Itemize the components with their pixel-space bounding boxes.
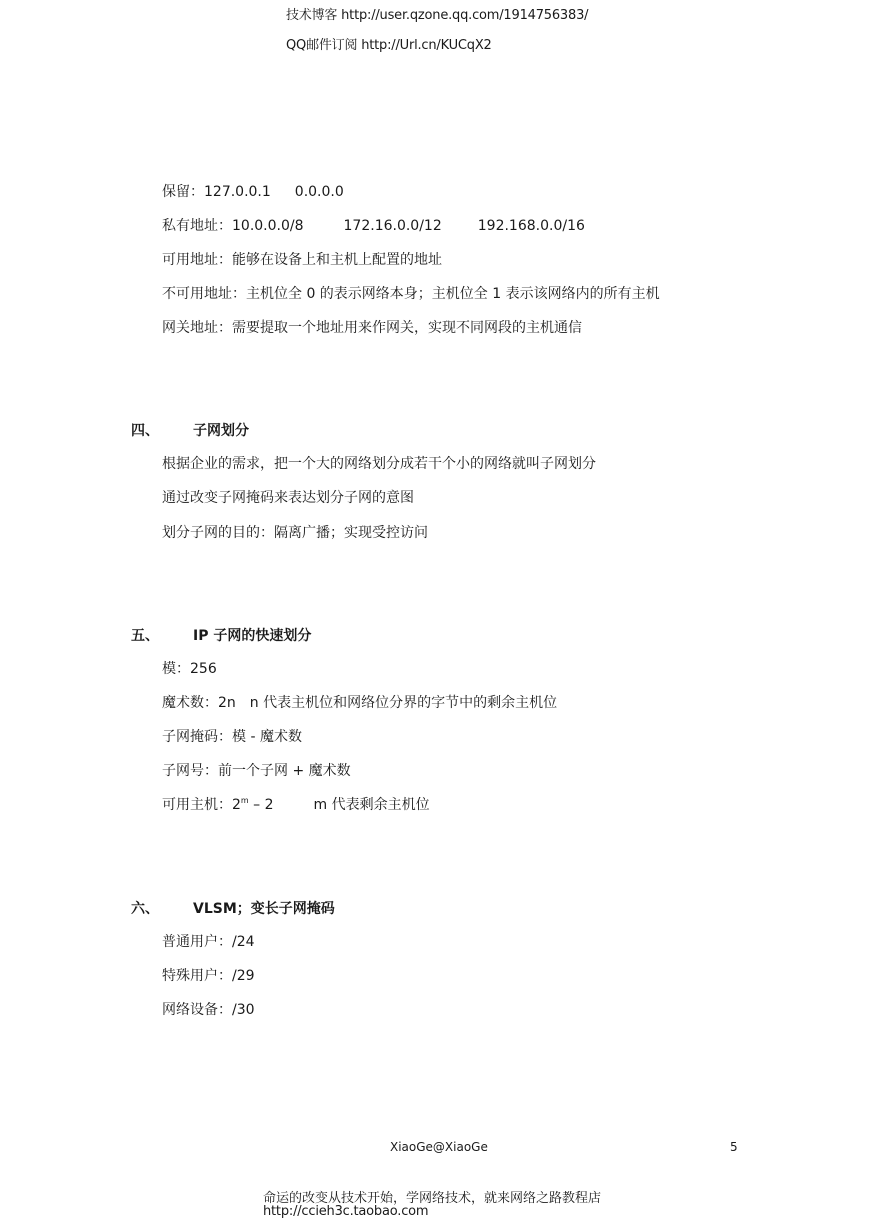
footer-author: XiaoGe@XiaoGe: [390, 1140, 488, 1154]
unusable-line: 不可用地址：主机位全 0 的表示网络本身；主机位全 1 表示该网络内的所有主机: [162, 286, 660, 302]
reserved-value-2: 0.0.0.0: [294, 184, 344, 200]
magic-formula: 魔术数：2n: [162, 695, 236, 711]
hosts-note: m 代表剩余主机位: [313, 797, 430, 813]
magic-line: [162, 692, 557, 712]
section-4-title: 子网划分: [193, 423, 249, 439]
vlsm-line-2: 特殊用户：/29: [162, 968, 255, 984]
section-4-number: 四、: [131, 423, 159, 439]
reserved-line: [162, 181, 344, 201]
hosts-prefix: 可用主机：2: [162, 797, 241, 813]
usable-line: 可用地址：能够在设备上和主机上配置的地址: [162, 252, 442, 268]
vlsm-line-1: 普通用户：/24: [162, 934, 255, 950]
reserved-value-1: 127.0.0.1: [204, 184, 271, 200]
subnet-line: 子网号：前一个子网 + 魔术数: [162, 763, 351, 779]
section-6-title: VLSM；变长子网掩码: [193, 901, 335, 917]
modulus-line: 模：256: [162, 661, 217, 677]
vlsm-line-3: 网络设备：/30: [162, 1002, 255, 1018]
private-label: 私有地址：: [162, 218, 232, 234]
gateway-line: 网关地址：需要提取一个地址用来作网关，实现不同网段的主机通信: [162, 320, 582, 336]
private-value-1: 10.0.0.0/8: [232, 218, 304, 234]
hosts-exponent: m: [240, 796, 249, 805]
private-value-3: 192.168.0.0/16: [477, 218, 585, 234]
magic-note: n 代表主机位和网络位分界的字节中的剩余主机位: [249, 695, 558, 711]
sec4-line-2: 通过改变子网掩码来表达划分子网的意图: [162, 490, 414, 506]
header-mail-line: QQ邮件订阅 http://Url.cn/KUCqX2: [286, 38, 492, 53]
footer-slogan: 命运的改变从技术开始，学网络技术，就来网络之路教程店: [263, 1191, 602, 1206]
page-number: 5: [730, 1140, 738, 1154]
hosts-line: [162, 794, 430, 814]
sec4-line-1: 根据企业的需求，把一个大的网络划分成若干个小的网络就叫子网划分: [162, 456, 596, 472]
private-value-2: 172.16.0.0/12: [343, 218, 442, 234]
section-5-number: 五、: [131, 628, 159, 644]
footer-shop-link[interactable]: http://ccieh3c.taobao.com: [263, 1204, 429, 1219]
reserved-label: 保留：: [162, 184, 204, 200]
section-6-number: 六、: [131, 901, 159, 917]
private-line: [162, 215, 585, 235]
hosts-suffix: – 2: [248, 797, 274, 813]
section-5-title: IP 子网的快速划分: [193, 628, 312, 644]
header-blog-line: 技术博客 http://user.qzone.qq.com/1914756383/: [286, 8, 589, 23]
mask-line: 子网掩码：模 - 魔术数: [162, 729, 302, 745]
sec4-line-3: 划分子网的目的：隔离广播；实现受控访问: [162, 525, 428, 541]
